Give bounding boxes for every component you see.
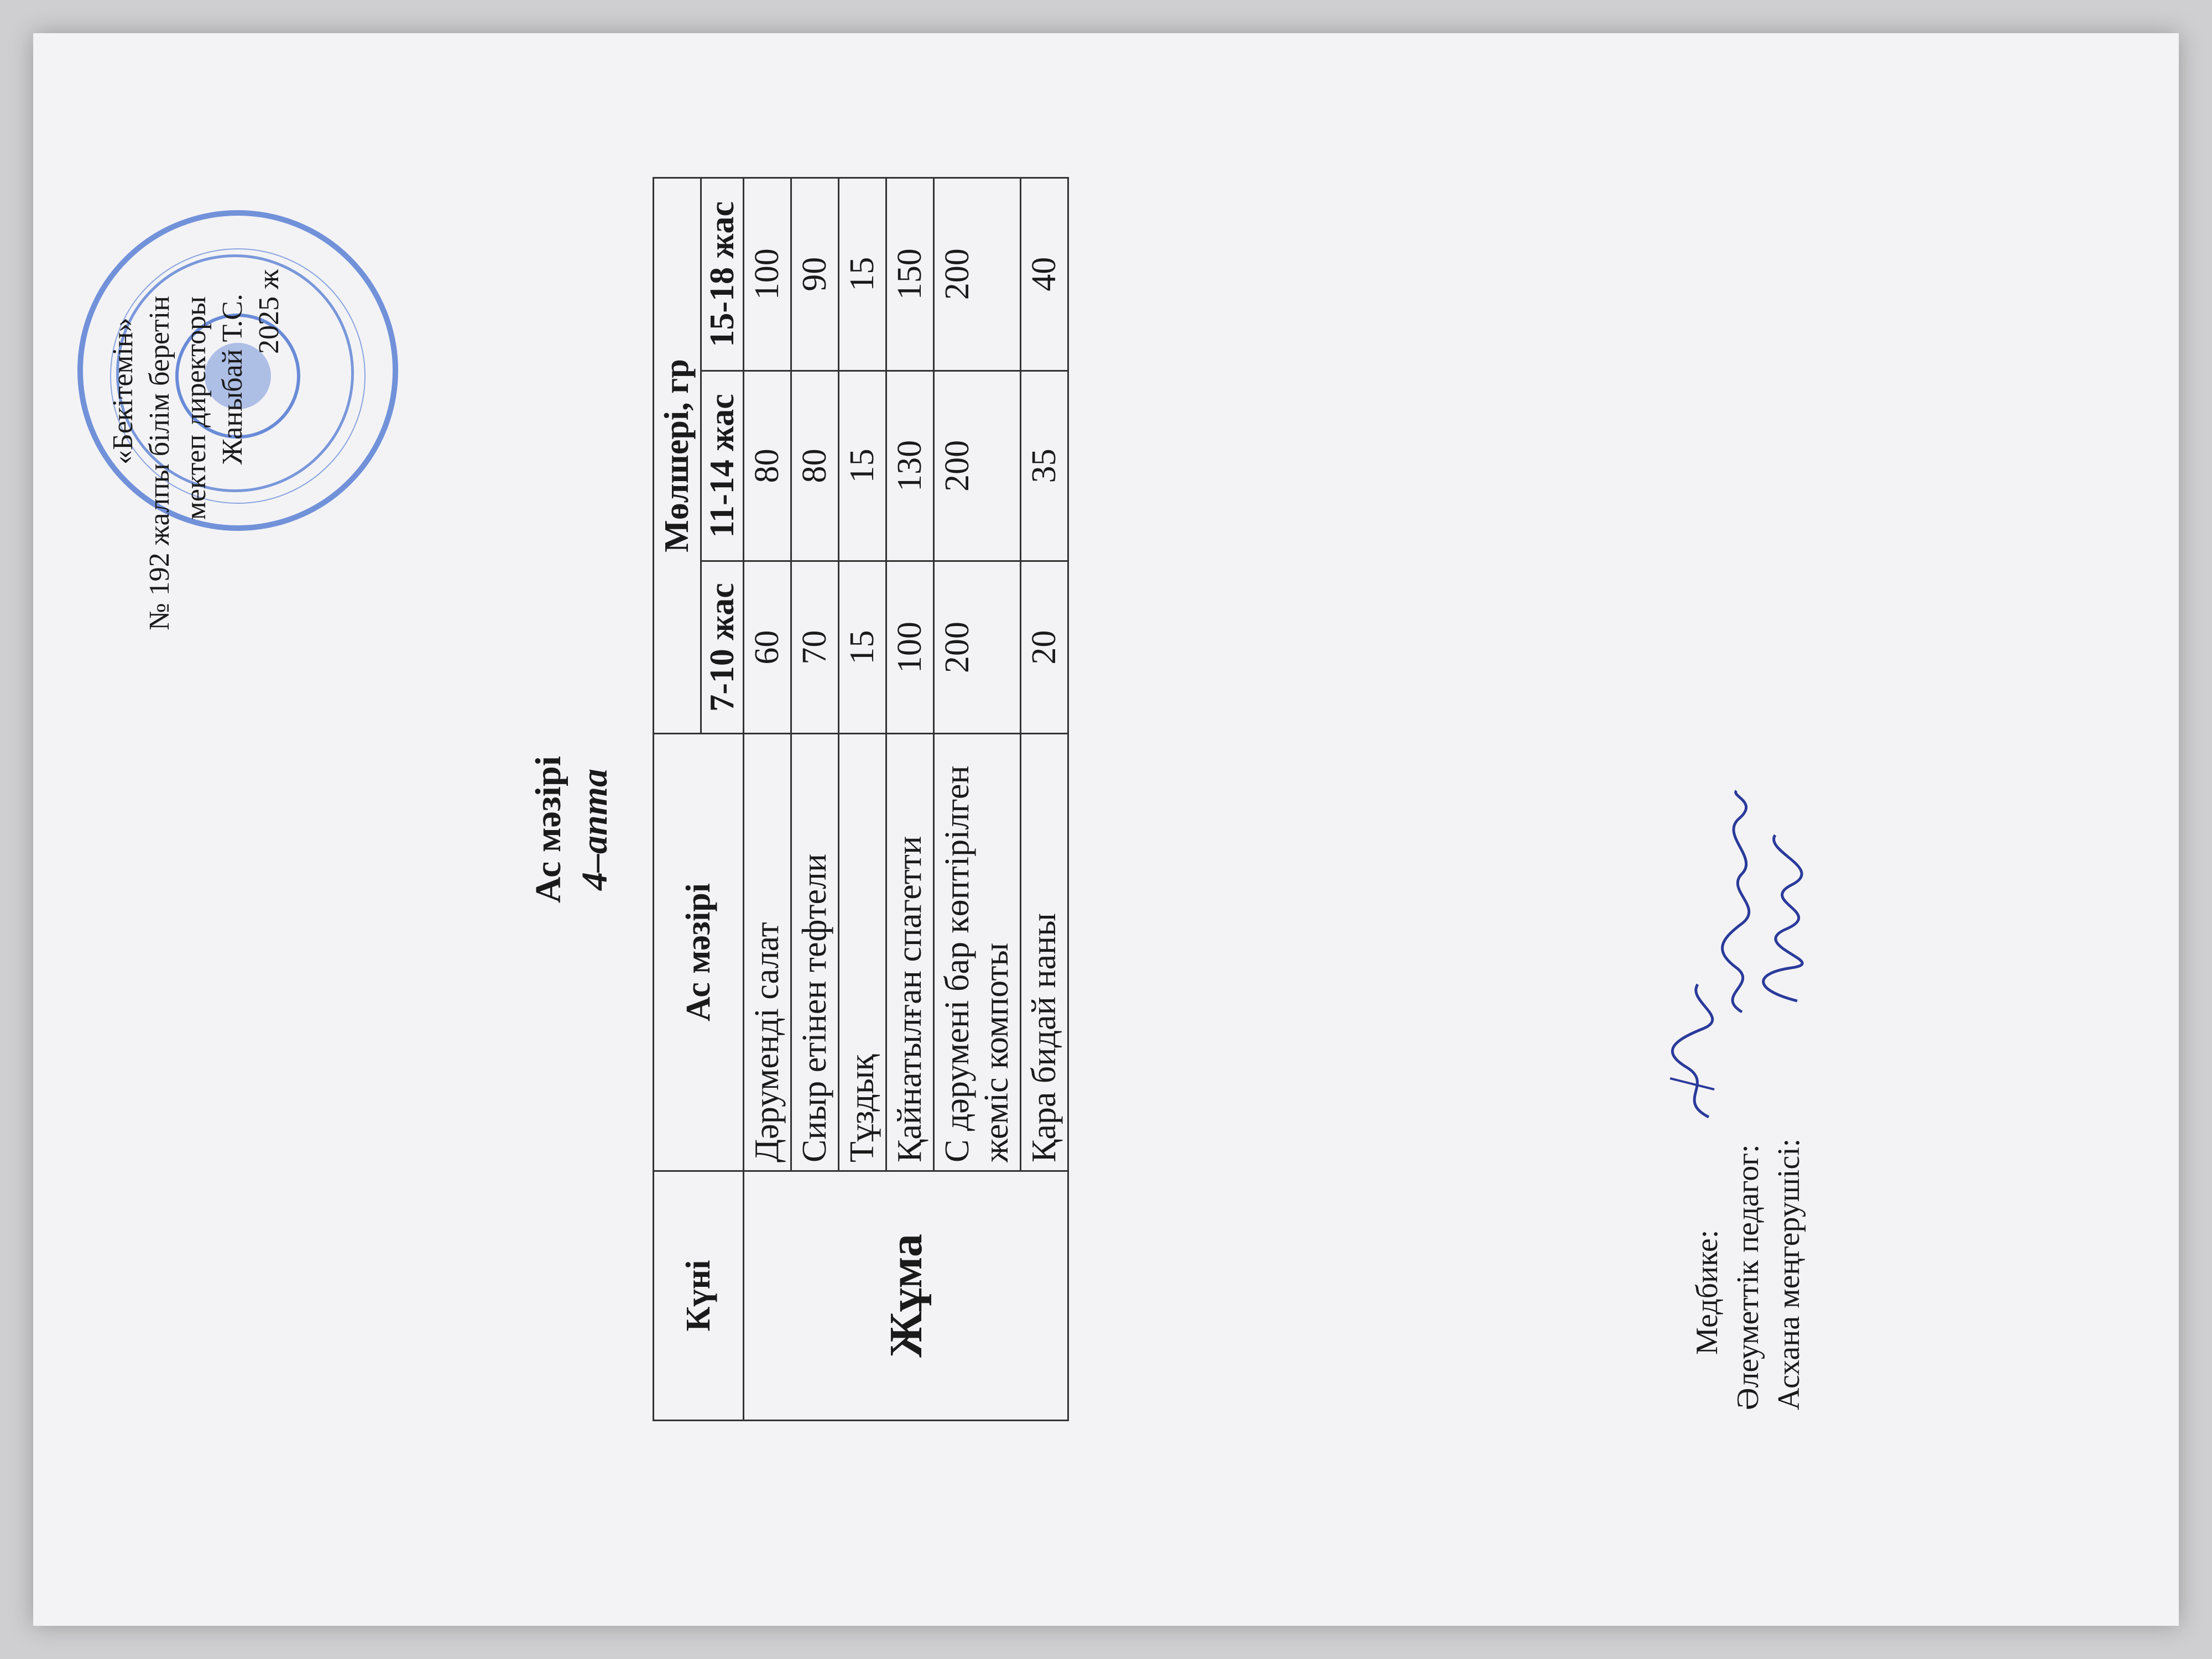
- approval-director-name: Жаныбай Т.С.: [217, 294, 248, 465]
- menu-table: [653, 177, 1069, 1421]
- week-subtitle: 4–апта: [575, 768, 615, 891]
- signature-block: [1687, 1139, 1809, 1410]
- header-day: Күні: [654, 1171, 744, 1421]
- amount-cell: 100: [886, 561, 934, 734]
- age-15-18: 15-18 жас: [701, 178, 744, 371]
- amount-cell: 40: [1021, 178, 1068, 371]
- amount-cell: 15: [839, 371, 886, 561]
- approval-school: № 192 жалпы білім беретін: [144, 296, 175, 630]
- approval-block: [105, 133, 288, 630]
- age-11-14: 11-14 жас: [701, 371, 744, 561]
- canteen-head-signature: [1742, 830, 1808, 1006]
- canteen-head-label: Асхана меңгерушісі:: [1772, 1138, 1806, 1410]
- amount-cell: 200: [934, 371, 1021, 561]
- amount-cell: 90: [791, 178, 839, 371]
- nurse-label: Медбике:: [1690, 1229, 1724, 1355]
- header-menu: Ас мәзірі: [654, 734, 744, 1171]
- amount-cell: 80: [744, 371, 791, 561]
- document-title: [525, 83, 618, 1576]
- amount-cell: 130: [886, 371, 934, 561]
- dish-cell: Дәруменді салат: [744, 734, 791, 1171]
- amount-cell: 200: [934, 178, 1021, 371]
- amount-cell: 60: [744, 561, 791, 734]
- table-row: [744, 178, 791, 1421]
- approval-position: мектеп директоры: [180, 296, 212, 520]
- amount-cell: 20: [1021, 561, 1068, 734]
- dish-cell: Сиыр етінен тефтели: [791, 734, 839, 1171]
- amount-cell: 70: [791, 561, 839, 734]
- age-7-10: 7-10 жас: [701, 561, 744, 734]
- amount-cell: 200: [934, 561, 1021, 734]
- header-amount: Мөлшері, гр: [654, 178, 701, 734]
- dish-cell: Қара бидай наны: [1021, 734, 1068, 1171]
- social-teacher-label: Әлеуметтік педагог:: [1731, 1144, 1765, 1410]
- menu-title: Ас мәзірі: [528, 756, 568, 903]
- amount-cell: 150: [886, 178, 934, 371]
- dish-cell: Қайнатылған спагетти: [886, 734, 934, 1171]
- amount-cell: 15: [839, 561, 886, 734]
- table-header-row: [654, 178, 701, 1421]
- amount-cell: 35: [1021, 371, 1068, 561]
- amount-cell: 100: [744, 178, 791, 371]
- amount-cell: 80: [791, 371, 839, 561]
- paper-sheet: [33, 33, 2179, 1626]
- dish-cell: С дәрумені бар көптірілген жеміс компоты: [934, 734, 1021, 1171]
- dish-cell: Тұздық: [839, 734, 886, 1171]
- rotated-page: [83, 83, 2129, 1576]
- approval-year: 2025 ж: [253, 269, 285, 354]
- amount-cell: 15: [839, 178, 886, 371]
- day-cell: Жұма: [744, 1171, 1068, 1421]
- approval-heading: «Бекітемін»: [107, 317, 139, 465]
